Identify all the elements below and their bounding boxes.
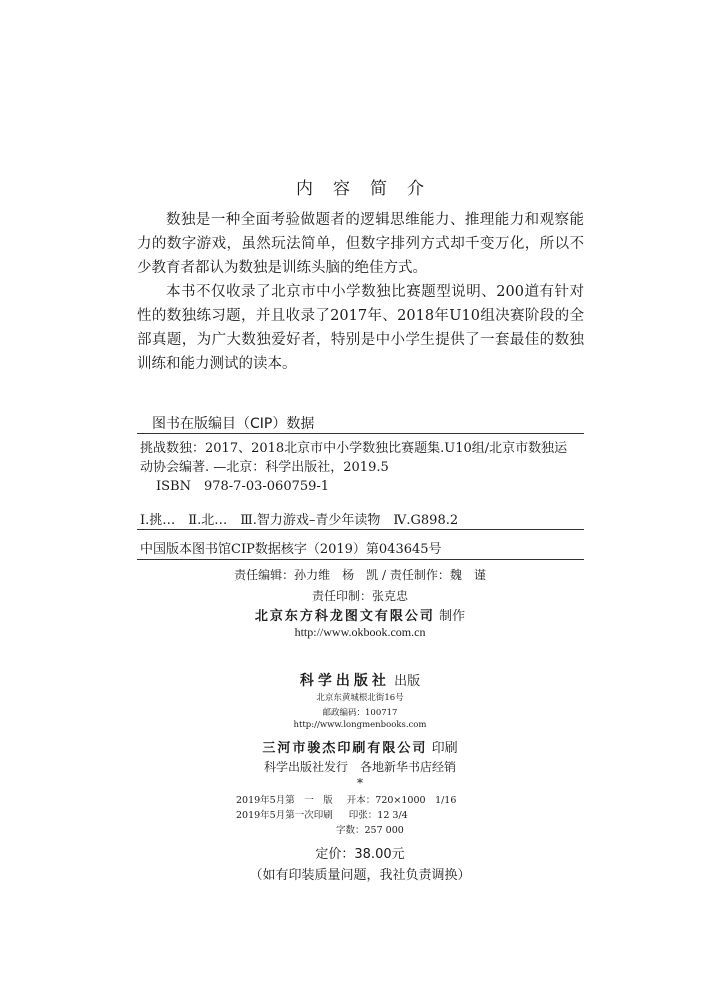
publisher-line [0, 670, 720, 690]
producer-suffix: 制作 [439, 609, 466, 624]
intro-paragraph-2: 本书不仅收录了北京市中小学数独比赛题型说明、200道有针对性的数独练习题，并且收录了2017年、2018年U10组决赛阶段的全部真题，为广大数独爱好者，特别是中小学生提供了一套最佳的数独训练和能力测试的读本。 [137, 284, 584, 372]
editor-credits: 责任编辑：孙力维 杨 凯 / 责任制作：魏 谨 [234, 568, 486, 582]
print-info [236, 793, 456, 838]
producer-name: 北京东方科龙图文有限公司 [254, 609, 435, 624]
intro-text [137, 208, 584, 376]
publisher-postcode: 邮政编码：100717 [322, 708, 398, 718]
print-info-row-2 [236, 808, 456, 823]
quality-notice: （如有印装质量问题，我社负责调换） [249, 868, 471, 883]
producer-line [0, 605, 720, 624]
cip-record [140, 439, 584, 496]
print-info-row-3 [236, 823, 456, 838]
print-info-row-1 [236, 793, 456, 808]
publisher-address: 北京东黄城根北街16号 [316, 693, 404, 703]
print-edition: 2019年5月第 一 版 [236, 795, 333, 806]
publisher-url: http://www.longmenbooks.com [293, 720, 427, 730]
cip-rule-top [137, 433, 584, 434]
print-wordcount: 字数：257 000 [336, 825, 404, 836]
cip-rule-middle [137, 529, 584, 530]
intro-title: 内容简介 [296, 179, 444, 199]
cip-heading: 图书在版编目（CIP）数据 [152, 416, 315, 432]
separator-star: * [357, 776, 363, 790]
print-supervisor: 责任印制：张克忠 [311, 589, 408, 603]
intro-paragraph-1: 数独是一种全面考验做题者的逻辑思维能力、推理能力和观察能力的数字游戏，虽然玩法简单，但数字排列方式却千变万化，所以不少教育者都认为数独是训练头脑的绝佳方式。 [137, 212, 584, 276]
publisher-name: 科学出版社 [299, 673, 390, 689]
print-format: 开本：720×1000 1/16 [346, 795, 457, 806]
publisher-suffix: 出版 [394, 674, 421, 689]
cip-csn: 中国版本图书馆CIP数据核字（2019）第043645号 [140, 542, 442, 557]
printer-line [0, 737, 720, 756]
cip-title-line-2: 动协会编著. —北京：科学出版社，2019.5 [140, 460, 389, 475]
print-printing: 2019年5月第一次印刷 [236, 810, 333, 821]
price: 定价：38.00元 [315, 847, 405, 862]
printer-name: 三河市骏杰印刷有限公司 [262, 741, 428, 756]
print-sheets: 印张：12 3/4 [348, 810, 408, 821]
cip-rule-bottom [137, 559, 584, 560]
cip-classification: Ⅰ.挑… Ⅱ.北… Ⅲ.智力游戏–青少年读物 Ⅳ.G898.2 [140, 513, 459, 528]
cip-isbn: ISBN 978-7-03-060759-1 [156, 479, 330, 494]
producer-url: http://www.okbook.com.cn [294, 625, 426, 639]
distribution-line: 科学出版社发行 各地新华书店经销 [263, 760, 456, 774]
printer-suffix: 印刷 [431, 741, 458, 756]
cip-title-line-1: 挑战数独：2017、2018北京市中小学数独比赛题集.U10组/北京市数独运 [140, 441, 568, 456]
